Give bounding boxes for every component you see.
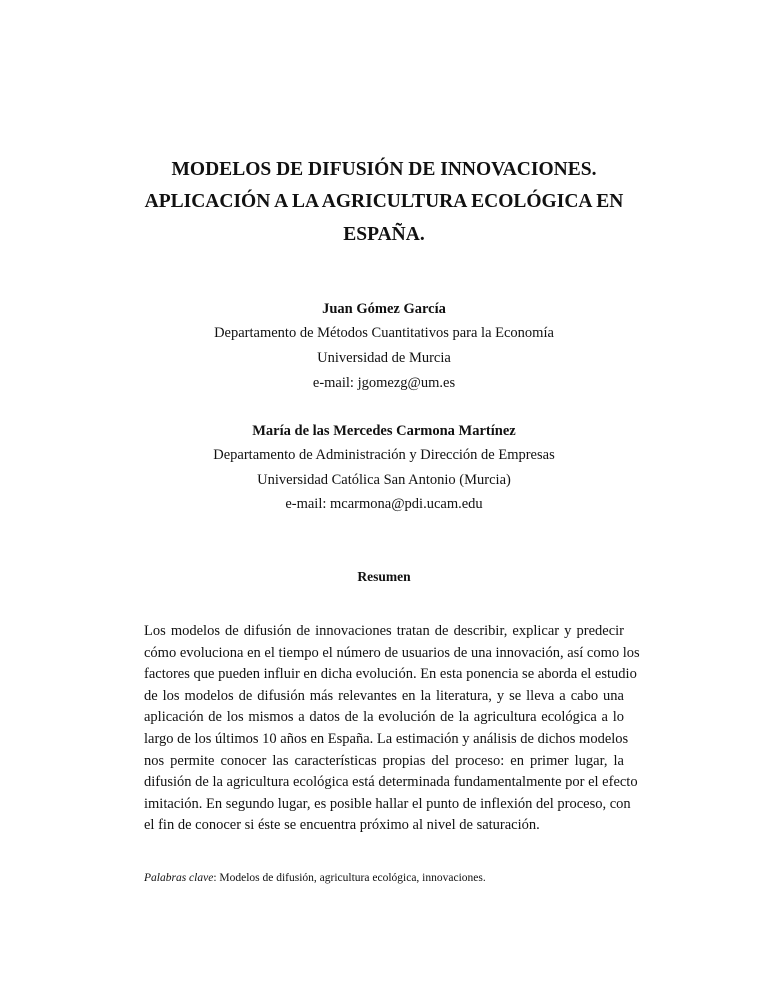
abstract-line: cómo evoluciona en el tiempo el número de usuarios de una innovación, así como los [144,644,640,661]
abstract-line: imitación. En segundo lugar, es posible hallar el punto de inflexión del proceso, con [144,795,631,812]
author-1-email: e-mail: jgomezg@um.es [312,375,456,391]
abstract-line: nos permite conocer las características propias del proceso: en primer lugar, la [144,752,624,769]
abstract-line: factores que pueden influir en dicha evolución. En esta ponencia se aborda el estudio [144,666,637,683]
title-line-2: APLICACIÓN A LA AGRICULTURA ECOLÓGICA EN [144,191,624,212]
author-2-university: Universidad Católica San Antonio (Murcia) [257,472,511,488]
abstract-line: largo de los últimos 10 años en España. La estimación y análisis de dichos modelos [144,730,629,747]
keywords-label: Palabras clave [144,872,214,884]
abstract-heading: Resumen [357,569,411,584]
title-line-3: ESPAÑA. [343,224,425,245]
abstract-line: Los modelos de difusión de innovaciones tratan de describir, explicar y predecir [144,623,624,639]
author-2-department: Departamento de Administración y Dirección de Empresas [213,447,555,463]
author-1-department: Departamento de Métodos Cuantitativos para la Economía [214,325,554,341]
keywords-text: : Modelos de difusión, agricultura ecológica, innovaciones. [213,872,486,884]
abstract-line: el fin de conocer si éste se encuentra próximo al nivel de saturación. [144,817,540,834]
abstract-line: de los modelos de difusión más relevantes en la literatura, y se lleva a cabo una [144,687,624,704]
author-2-name: María de las Mercedes Carmona Martínez [252,423,516,439]
author-2-email: e-mail: mcarmona@pdi.ucam.edu [285,496,483,512]
keywords [144,870,486,886]
author-1-university: Universidad de Murcia [317,350,451,366]
abstract-line: aplicación de los mismos a datos de la evolución de la agricultura ecológica a lo [144,709,624,726]
author-1-name: Juan Gómez García [322,301,446,317]
abstract-body [144,621,640,837]
abstract-line: difusión de la agricultura ecológica está determinada fundamentalmente por el efecto [144,774,638,791]
title-line-1: MODELOS DE DIFUSIÓN DE INNOVACIONES. [171,159,597,180]
